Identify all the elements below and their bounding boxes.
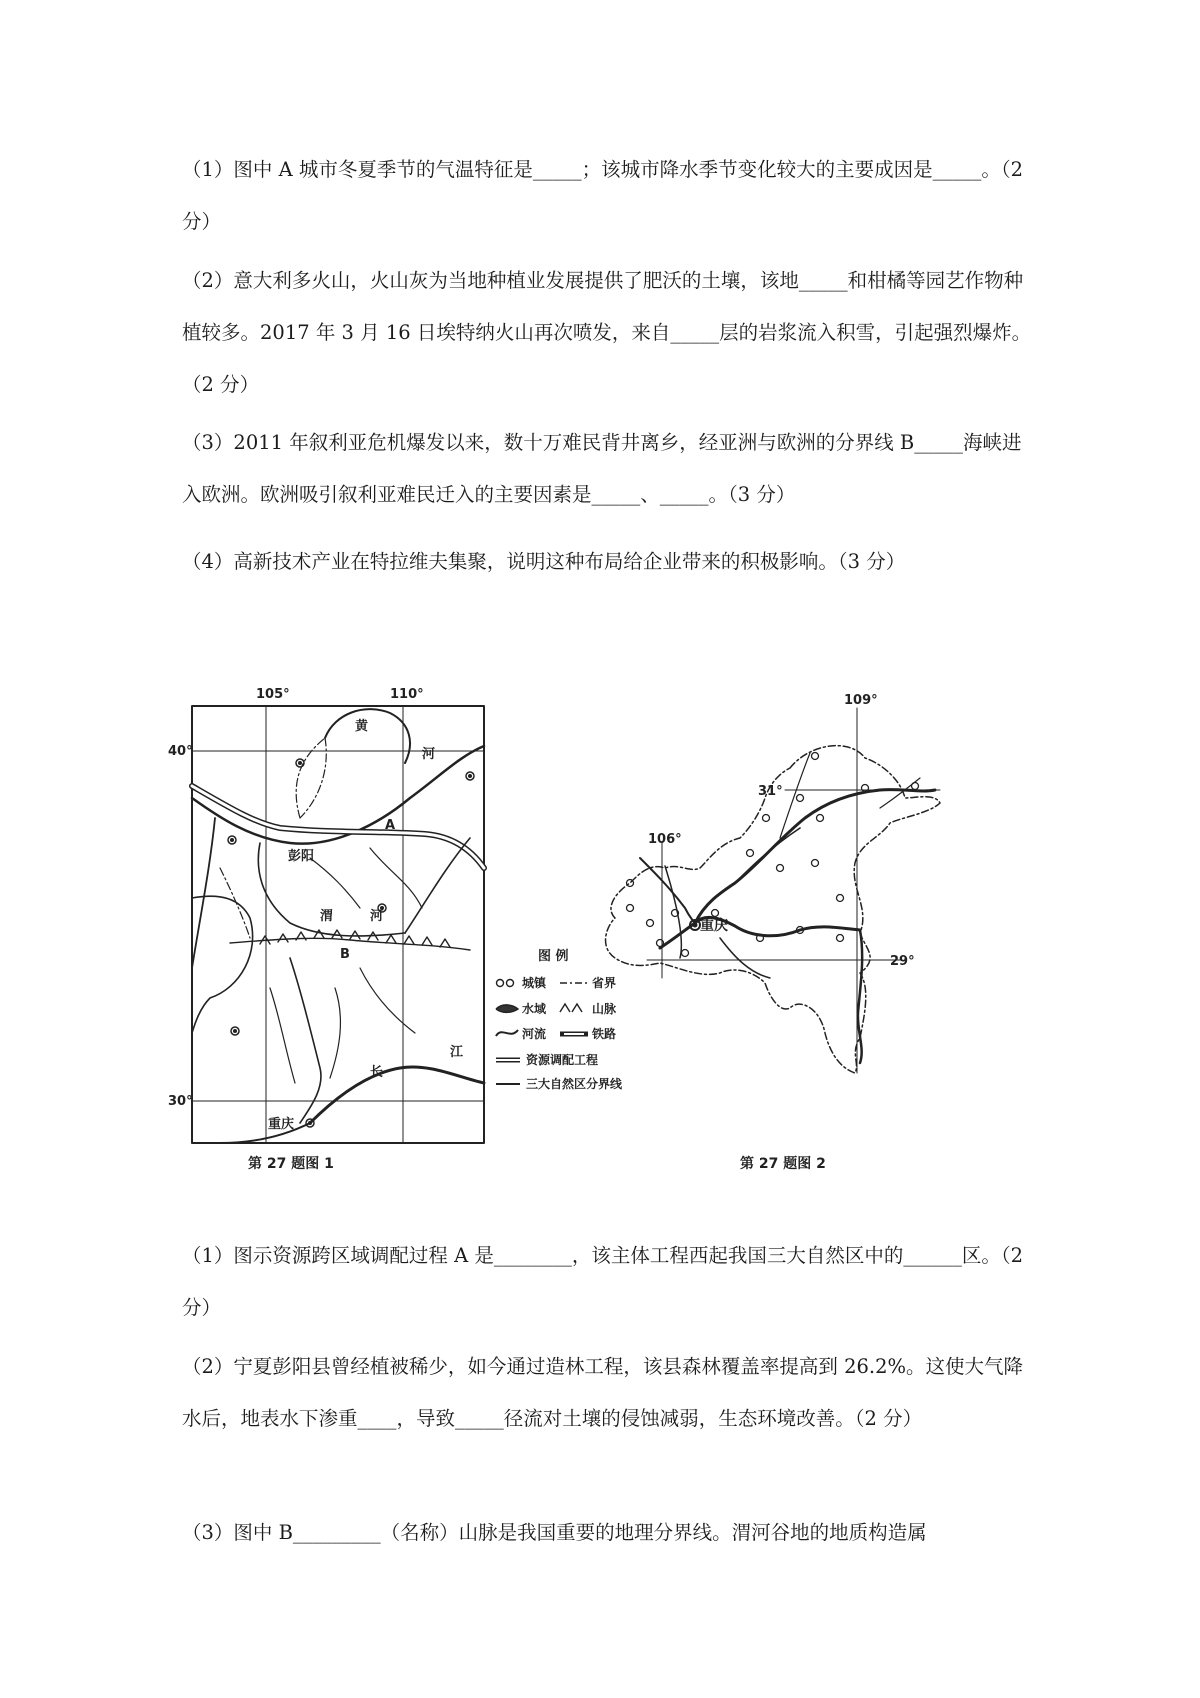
question-27-3-mountain-b: （3）图中 B_________（名称）山脉是我国重要的地理分界线。渭河谷地的地质构造属 bbox=[182, 1521, 927, 1544]
label-yellow-river-2: 河 bbox=[422, 747, 436, 762]
lat-label-30: 30° bbox=[168, 1094, 193, 1109]
legend-mountain: 山脉 bbox=[592, 1002, 617, 1016]
figure-1-map bbox=[192, 706, 484, 1143]
lat-label-40: 40° bbox=[168, 744, 193, 759]
figure-1-frame bbox=[192, 706, 484, 1143]
label-chongqing-fig1: 重庆 bbox=[268, 1117, 295, 1132]
label-yangtze-1: 长 bbox=[370, 1065, 384, 1080]
lat-label-29: 29° bbox=[890, 954, 915, 969]
label-yellow-river-1: 黄 bbox=[355, 719, 369, 734]
legend-railway: 铁路 bbox=[592, 1027, 617, 1041]
legend-river: 河流 bbox=[522, 1027, 547, 1041]
question-3-refugees: （3）2011 年叙利亚危机爆发以来，数十万难民背井离乡，经亚洲与欧洲的分界线 B_____海峡进入欧洲。欧洲吸引叙利亚难民迁入的主要因素是_____、_____。（3 分） bbox=[182, 431, 1022, 506]
label-mountain-b: B bbox=[340, 947, 350, 962]
lon-label-109: 109° bbox=[844, 693, 878, 708]
label-yangtze-2: 江 bbox=[450, 1045, 464, 1060]
question-2-volcano: （2）意大利多火山，火山灰为当地种植业发展提供了肥沃的土壤，该地_____和柑橘等园艺作物种植较多。2017 年 3 月 16 日埃特纳火山再次喷发，来自_____层的岩浆流入积雪，引起强烈爆炸。（2 分） bbox=[182, 269, 1032, 396]
figure-1-legend bbox=[496, 948, 623, 1091]
lat-label-31: 31° bbox=[758, 784, 783, 799]
map-figures-svg bbox=[160, 668, 1040, 1213]
legend-town: 城镇 bbox=[522, 976, 547, 990]
lon-label-110: 110° bbox=[390, 687, 424, 702]
figure-2-caption: 第 27 题图 2 bbox=[740, 1156, 826, 1172]
legend-water: 水域 bbox=[522, 1002, 547, 1016]
question-27-2-afforestation: （2）宁夏彭阳县曾经植被稀少，如今通过造林工程，该县森林覆盖率提高到 26.2%。这使大气降水后，地表水下渗重____，导致_____径流对土壤的侵蚀减弱，生态环境改善。（2 分） bbox=[182, 1355, 1024, 1430]
legend-natural-region-boundary: 三大自然区分界线 bbox=[526, 1077, 623, 1091]
legend-province-boundary: 省界 bbox=[592, 976, 617, 990]
figure-2-map bbox=[606, 708, 940, 1073]
legend-resource-project: 资源调配工程 bbox=[526, 1053, 599, 1067]
question-4-high-tech: （4）高新技术产业在特拉维夫集聚，说明这种布局给企业带来的积极影响。（3 分） bbox=[182, 550, 906, 573]
legend-title: 图 例 bbox=[538, 949, 569, 964]
label-chongqing-fig2: 重庆 bbox=[700, 918, 728, 934]
label-pengyang: 彭阳 bbox=[288, 849, 315, 864]
question-27-1-resource-transfer: （1）图示资源跨区域调配过程 A 是________，该主体工程西起我国三大自然区中的______区。（2 分） bbox=[182, 1244, 1024, 1319]
label-wei-river-2: 河 bbox=[370, 909, 384, 924]
figure-1-caption: 第 27 题图 1 bbox=[248, 1156, 334, 1172]
label-wei-river-1: 渭 bbox=[320, 909, 334, 924]
lon-label-106: 106° bbox=[648, 832, 682, 847]
question-1-temperature: （1）图中 A 城市冬夏季节的气温特征是_____；该城市降水季节变化较大的主要成因是_____。（2 分） bbox=[182, 158, 1024, 233]
map-figure-block bbox=[160, 668, 1040, 1213]
label-route-a: A bbox=[385, 818, 396, 833]
lon-label-105: 105° bbox=[256, 687, 290, 702]
